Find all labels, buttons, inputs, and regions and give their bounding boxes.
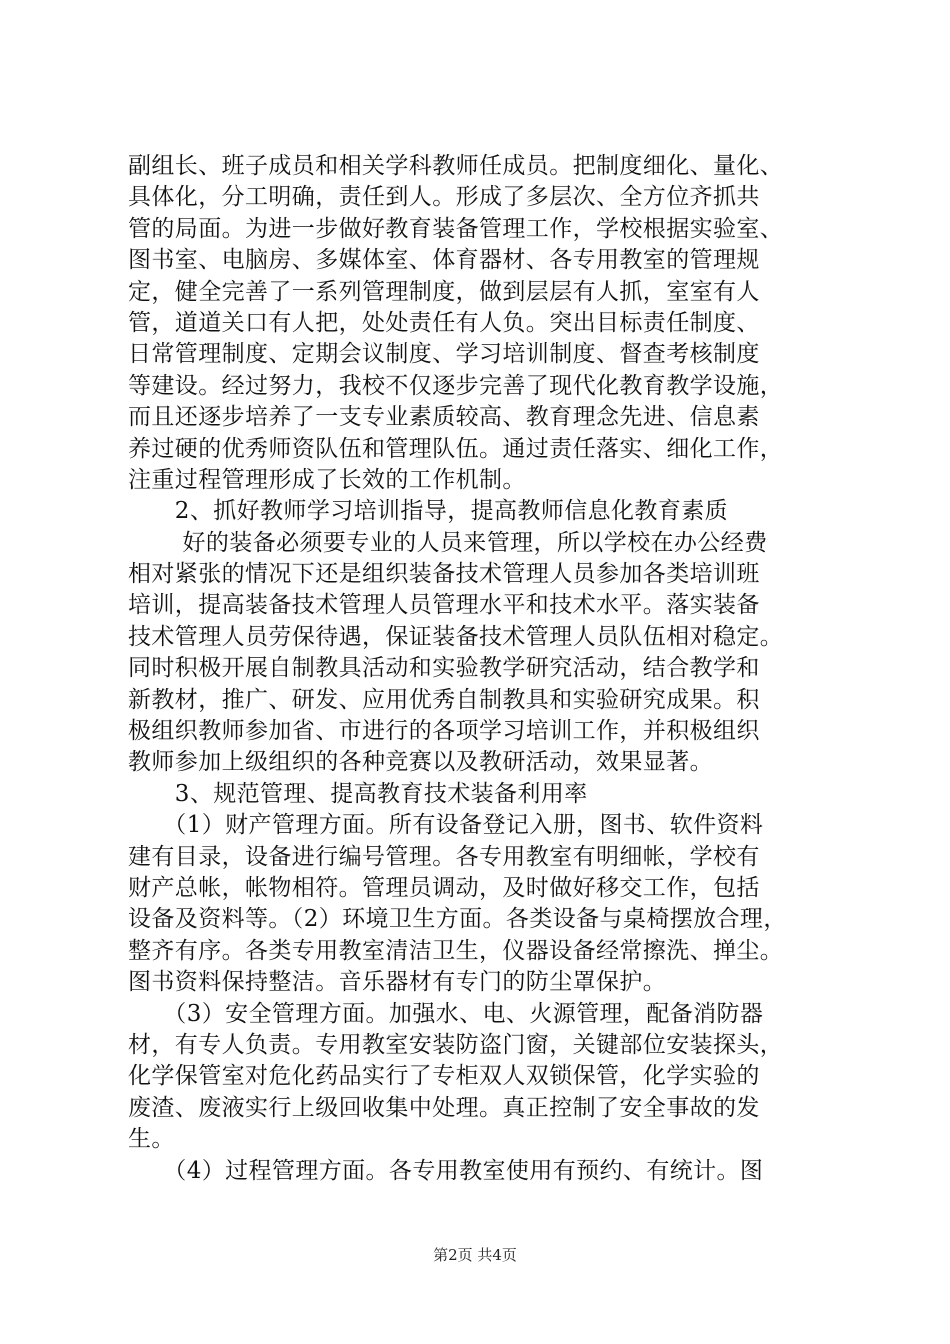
- text-line: 化学保管室对危化药品实行了专柜双人双锁保管，化学实验的: [128, 1063, 760, 1090]
- text-line: 同时积极开展自制教具活动和实验教学研究活动，结合教学和: [128, 655, 760, 682]
- text-line: （3）安全管理方面。加强水、电、火源管理，配备消防器: [128, 1000, 764, 1027]
- text-line: 好的装备必须要专业的人员来管理，所以学校在办公经费: [128, 529, 768, 556]
- text-line: 副组长、班子成员和相关学科教师任成员。把制度细化、量化、: [128, 153, 784, 179]
- text-line: 极组织教师参加省、市进行的各项学习培训工作，并积极组织: [128, 718, 760, 745]
- document-body: [128, 151, 833, 1187]
- text-line: 培训，提高装备技术管理人员管理水平和技术水平。落实装备: [128, 592, 760, 619]
- text-line: 材，有专人负责。专用教室安装防盗门窗，关键部位安装探头，: [128, 1031, 784, 1058]
- page-number-footer: 第2页 共4页: [433, 1246, 517, 1264]
- text-line: 新教材，推广、研发、应用优秀自制教具和实验研究成果。积: [128, 686, 760, 713]
- section-heading: 3、规范管理、提高教育技术装备利用率: [128, 780, 588, 807]
- text-line: 日常管理制度、定期会议制度、学习培训制度、督查考核制度: [128, 341, 760, 368]
- text-line: 技术管理人员劳保待遇，保证装备技术管理人员队伍相对稳定。: [128, 623, 784, 650]
- text-line: 建有目录，设备进行编号管理。各专用教室有明细帐，学校有: [128, 843, 760, 870]
- text-line: 管的局面。为进一步做好教育装备管理工作，学校根据实验室、: [128, 215, 784, 242]
- text-line: 教师参加上级组织的各种竞赛以及教研活动，效果显著。: [128, 749, 713, 776]
- text-line: 设备及资料等。（2）环境卫生方面。各类设备与桌椅摆放合理，: [128, 906, 787, 933]
- section-heading: 2、抓好教师学习培训指导，提高教师信息化教育素质: [128, 498, 729, 525]
- text-line: 图书室、电脑房、多媒体室、体育器材、各专用教室的管理规: [128, 247, 760, 274]
- text-line: 相对紧张的情况下还是组织装备技术管理人员参加各类培训班: [128, 561, 760, 588]
- text-line: 管，道道关口有人把，处处责任有人负。突出目标责任制度、: [128, 309, 760, 336]
- text-line: （1）财产管理方面。所有设备登记入册，图书、软件资料: [128, 812, 764, 839]
- text-line: 而且还逐步培养了一支专业素质较高、教育理念先进、信息素: [128, 404, 760, 431]
- text-line: 定，健全完善了一系列管理制度，做到层层有人抓，室室有人: [128, 278, 760, 305]
- text-line: 等建设。经过努力，我校不仅逐步完善了现代化教育教学设施，: [128, 372, 784, 399]
- text-line: （4）过程管理方面。各专用教室使用有预约、有统计。图: [128, 1157, 764, 1184]
- text-line: 图书资料保持整洁。音乐器材有专门的防尘罩保护。: [128, 969, 667, 996]
- text-line: 注重过程管理形成了长效的工作机制。: [128, 466, 526, 493]
- text-line: 生。: [128, 1126, 175, 1153]
- text-line: 具体化，分工明确，责任到人。形成了多层次、全方位齐抓共: [128, 184, 760, 211]
- text-line: 废渣、废液实行上级回收集中处理。真正控制了安全事故的发: [128, 1094, 760, 1121]
- text-line: 财产总帐，帐物相符。管理员调动，及时做好移交工作，包括: [128, 874, 760, 901]
- text-line: 养过硬的优秀师资队伍和管理队伍。通过责任落实、细化工作，: [128, 435, 784, 462]
- text-line: 整齐有序。各类专用教室清洁卫生，仪器设备经常擦洗、掸尘。: [128, 937, 784, 964]
